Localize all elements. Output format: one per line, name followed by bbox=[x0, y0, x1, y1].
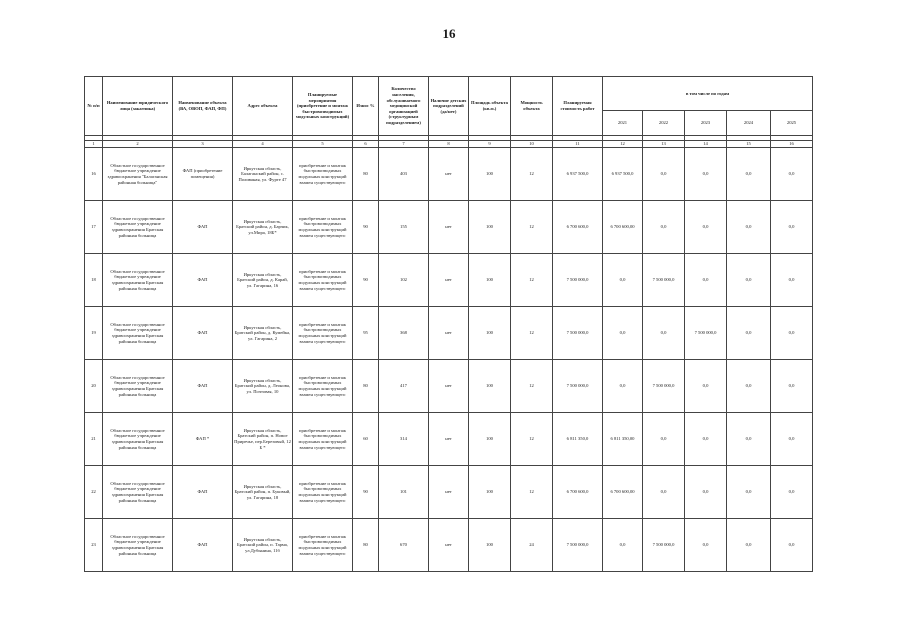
column-number: 9 bbox=[469, 141, 511, 148]
table-row bbox=[85, 519, 813, 572]
children-cell: нет bbox=[429, 360, 469, 413]
capacity-cell: 12 bbox=[511, 148, 553, 201]
year-2021-cell: 0,0 bbox=[603, 360, 643, 413]
header-year-2024: 2024 bbox=[727, 111, 771, 136]
header-capacity: Мощность объекта bbox=[511, 77, 553, 136]
wear-cell: 80 bbox=[353, 148, 379, 201]
row-number: 17 bbox=[85, 201, 103, 254]
header-year-2021: 2021 bbox=[603, 111, 643, 136]
object-cell: ФАП bbox=[173, 360, 233, 413]
year-2021-cell: 0,0 bbox=[603, 254, 643, 307]
population-cell: 368 bbox=[379, 307, 429, 360]
capacity-cell: 12 bbox=[511, 201, 553, 254]
children-cell: нет bbox=[429, 254, 469, 307]
row-number: 16 bbox=[85, 148, 103, 201]
table-row bbox=[85, 148, 813, 201]
column-number: 4 bbox=[233, 141, 293, 148]
measure-cell: приобретение и монтаж быстровозводимых модульных конструкций взамен существующего bbox=[293, 519, 353, 572]
year-2024-cell: 0,0 bbox=[727, 201, 771, 254]
row-number: 21 bbox=[85, 413, 103, 466]
children-cell: нет bbox=[429, 307, 469, 360]
wear-cell: 60 bbox=[353, 413, 379, 466]
address-cell: Иркутская область, Братский район, п. Буковый, ул. Гагарина, 18 bbox=[233, 466, 293, 519]
organization-cell: Областное государственное бюджетное учреждение здравоохранения Братская районная больница bbox=[103, 413, 173, 466]
cost-cell: 7 500 000,0 bbox=[553, 519, 603, 572]
organization-cell: Областное государственное бюджетное учреждение здравоохранения Братская районная больница bbox=[103, 307, 173, 360]
cost-cell: 6 937 500,0 bbox=[553, 148, 603, 201]
year-2022-cell: 7 500 000,0 bbox=[643, 254, 685, 307]
table-row bbox=[85, 413, 813, 466]
cost-cell: 6 700 600,0 bbox=[553, 201, 603, 254]
capacity-cell: 12 bbox=[511, 360, 553, 413]
year-2025-cell: 0,0 bbox=[771, 519, 813, 572]
year-2023-cell: 0,0 bbox=[685, 254, 727, 307]
population-cell: 403 bbox=[379, 148, 429, 201]
cost-cell: 7 500 000,0 bbox=[553, 360, 603, 413]
header-cost: Планируемая стоимость работ bbox=[553, 77, 603, 136]
column-number: 2 bbox=[103, 141, 173, 148]
column-number: 12 bbox=[603, 141, 643, 148]
address-cell: Иркутская область, Братский район, п. Тарма, ул.Дубынина, 11б bbox=[233, 519, 293, 572]
measure-cell: приобретение и монтаж быстровозводимых модульных конструкций взамен существующего bbox=[293, 360, 353, 413]
year-2023-cell: 7 500 000,0 bbox=[685, 307, 727, 360]
year-2021-cell: 6 937 500,0 bbox=[603, 148, 643, 201]
year-2022-cell: 7 500 000,0 bbox=[643, 519, 685, 572]
column-number: 6 bbox=[353, 141, 379, 148]
year-2024-cell: 0,0 bbox=[727, 254, 771, 307]
cost-cell: 6 811 350,0 bbox=[553, 413, 603, 466]
object-cell: ФАП (приобретение помещения) bbox=[173, 148, 233, 201]
header-year-2023: 2023 bbox=[685, 111, 727, 136]
year-2025-cell: 0,0 bbox=[771, 254, 813, 307]
area-cell: 100 bbox=[469, 148, 511, 201]
year-2023-cell: 0,0 bbox=[685, 201, 727, 254]
year-2024-cell: 0,0 bbox=[727, 466, 771, 519]
area-cell: 100 bbox=[469, 201, 511, 254]
population-cell: 417 bbox=[379, 360, 429, 413]
year-2023-cell: 0,0 bbox=[685, 413, 727, 466]
wear-cell: 90 bbox=[353, 254, 379, 307]
organization-cell: Областное государственное бюджетное учреждение здравоохранения "Балаганская районная больница" bbox=[103, 148, 173, 201]
year-2023-cell: 0,0 bbox=[685, 519, 727, 572]
population-cell: 102 bbox=[379, 254, 429, 307]
year-2024-cell: 0,0 bbox=[727, 413, 771, 466]
column-number: 11 bbox=[553, 141, 603, 148]
header-children: Наличие детских подразделений (да/нет) bbox=[429, 77, 469, 136]
measure-cell: приобретение и монтаж быстровозводимых модульных конструкций взамен существующего bbox=[293, 148, 353, 201]
capacity-cell: 12 bbox=[511, 413, 553, 466]
cost-cell: 7 500 000,0 bbox=[553, 254, 603, 307]
organization-cell: Областное государственное бюджетное учреждение здравоохранения Братская районная больница bbox=[103, 466, 173, 519]
measure-cell: приобретение и монтаж быстровозводимых модульных конструкций взамен существующего bbox=[293, 307, 353, 360]
header-object: Наименование объекта (ВА, ОВОП, ФАП, ФП) bbox=[173, 77, 233, 136]
column-number: 14 bbox=[685, 141, 727, 148]
table-body bbox=[85, 148, 813, 572]
column-number: 10 bbox=[511, 141, 553, 148]
column-number: 15 bbox=[727, 141, 771, 148]
row-number: 22 bbox=[85, 466, 103, 519]
children-cell: нет bbox=[429, 201, 469, 254]
year-2025-cell: 0,0 bbox=[771, 201, 813, 254]
header-number: № п/п bbox=[85, 77, 103, 136]
organization-cell: Областное государственное бюджетное учреждение здравоохранения Братская районная больница bbox=[103, 519, 173, 572]
area-cell: 100 bbox=[469, 466, 511, 519]
measure-cell: приобретение и монтаж быстровозводимых модульных конструкций взамен существующего bbox=[293, 201, 353, 254]
measure-cell: приобретение и монтаж быстровозводимых модульных конструкций взамен существующего bbox=[293, 254, 353, 307]
header-wear: Износ % bbox=[353, 77, 379, 136]
year-2021-cell: 6 700 600,00 bbox=[603, 466, 643, 519]
organization-cell: Областное государственное бюджетное учреждение здравоохранения Братская районная больница bbox=[103, 360, 173, 413]
population-cell: 670 bbox=[379, 519, 429, 572]
header-year-2025: 2025 bbox=[771, 111, 813, 136]
children-cell: нет bbox=[429, 148, 469, 201]
row-number: 18 bbox=[85, 254, 103, 307]
capacity-cell: 12 bbox=[511, 307, 553, 360]
year-2022-cell: 0,0 bbox=[643, 148, 685, 201]
organization-cell: Областное государственное бюджетное учреждение здравоохранения Братская районная больница bbox=[103, 201, 173, 254]
wear-cell: 90 bbox=[353, 201, 379, 254]
header-by-year: в том числе по годам bbox=[603, 77, 813, 111]
year-2025-cell: 0,0 bbox=[771, 307, 813, 360]
children-cell: нет bbox=[429, 466, 469, 519]
object-cell: ФАП bbox=[173, 307, 233, 360]
capacity-cell: 12 bbox=[511, 466, 553, 519]
address-cell: Иркутская область, Братский район, д. Карай, ул. Гагарина, 16 bbox=[233, 254, 293, 307]
year-2025-cell: 0,0 bbox=[771, 148, 813, 201]
table-row bbox=[85, 201, 813, 254]
year-2022-cell: 0,0 bbox=[643, 201, 685, 254]
capacity-cell: 24 bbox=[511, 519, 553, 572]
area-cell: 100 bbox=[469, 360, 511, 413]
address-cell: Иркутская область, Братский район, п. Новое Приречье, пер.Березовый, 12 Б * bbox=[233, 413, 293, 466]
children-cell: нет bbox=[429, 413, 469, 466]
header-area: Площадь объекта (кв.м.) bbox=[469, 77, 511, 136]
year-2022-cell: 7 500 000,0 bbox=[643, 360, 685, 413]
address-cell: Иркутская область, Братский район, д. Леонова, ул. Почтовая, 10 bbox=[233, 360, 293, 413]
area-cell: 100 bbox=[469, 254, 511, 307]
object-cell: ФАП bbox=[173, 519, 233, 572]
wear-cell: 80 bbox=[353, 519, 379, 572]
table-row bbox=[85, 254, 813, 307]
column-number-row bbox=[85, 141, 813, 148]
header-measures: Планируемые мероприятия (приобретение и монтаж быстровозводимых модульных конструкций) bbox=[293, 77, 353, 136]
row-number: 20 bbox=[85, 360, 103, 413]
measure-cell: приобретение и монтаж быстровозводимых модульных конструкций взамен существующего bbox=[293, 466, 353, 519]
cost-cell: 6 700 600,0 bbox=[553, 466, 603, 519]
object-cell: ФАП bbox=[173, 201, 233, 254]
page-number: 16 bbox=[442, 26, 456, 41]
year-2024-cell: 0,0 bbox=[727, 148, 771, 201]
year-2023-cell: 0,0 bbox=[685, 466, 727, 519]
address-cell: Иркутская область, Братский район, д. Барчик, ул.Мира, 18Б* bbox=[233, 201, 293, 254]
year-2021-cell: 6 811 350,00 bbox=[603, 413, 643, 466]
population-cell: 101 bbox=[379, 466, 429, 519]
wear-cell: 80 bbox=[353, 360, 379, 413]
table-row bbox=[85, 466, 813, 519]
year-2022-cell: 0,0 bbox=[643, 307, 685, 360]
column-number: 3 bbox=[173, 141, 233, 148]
children-cell: нет bbox=[429, 519, 469, 572]
column-number: 1 bbox=[85, 141, 103, 148]
table-row bbox=[85, 307, 813, 360]
header-year-2022: 2022 bbox=[643, 111, 685, 136]
column-number: 13 bbox=[643, 141, 685, 148]
address-cell: Иркутская область, Балаганский район, с. Поливаная, ул. Фурте 47 bbox=[233, 148, 293, 201]
capacity-cell: 12 bbox=[511, 254, 553, 307]
year-2025-cell: 0,0 bbox=[771, 413, 813, 466]
header-organization: Наименование юридического лица (заказчика) bbox=[103, 77, 173, 136]
organization-cell: Областное государственное бюджетное учреждение здравоохранения Братская районная больница bbox=[103, 254, 173, 307]
table-row bbox=[85, 360, 813, 413]
object-cell: ФАП bbox=[173, 466, 233, 519]
object-cell: ФАП bbox=[173, 254, 233, 307]
address-cell: Иркутская область, Братский район, д. Кумейка, ул. Гагарина, 2 bbox=[233, 307, 293, 360]
wear-cell: 95 bbox=[353, 307, 379, 360]
area-cell: 100 bbox=[469, 307, 511, 360]
year-2021-cell: 0,0 bbox=[603, 519, 643, 572]
row-number: 19 bbox=[85, 307, 103, 360]
cost-cell: 7 500 000,0 bbox=[553, 307, 603, 360]
measure-cell: приобретение и монтаж быстровозводимых модульных конструкций взамен существующего bbox=[293, 413, 353, 466]
facilities-table bbox=[84, 76, 813, 572]
year-2021-cell: 0,0 bbox=[603, 307, 643, 360]
row-number: 23 bbox=[85, 519, 103, 572]
year-2022-cell: 0,0 bbox=[643, 413, 685, 466]
year-2024-cell: 0,0 bbox=[727, 519, 771, 572]
column-number: 7 bbox=[379, 141, 429, 148]
header-address: Адрес объекта bbox=[233, 77, 293, 136]
wear-cell: 90 bbox=[353, 466, 379, 519]
year-2025-cell: 0,0 bbox=[771, 466, 813, 519]
column-number: 5 bbox=[293, 141, 353, 148]
year-2023-cell: 0,0 bbox=[685, 360, 727, 413]
population-cell: 155 bbox=[379, 201, 429, 254]
header-population: Количество населения, обслуживаемого медицинской организацией (структурным подразделением) bbox=[379, 77, 429, 136]
year-2024-cell: 0,0 bbox=[727, 307, 771, 360]
column-number: 16 bbox=[771, 141, 813, 148]
object-cell: ФАП * bbox=[173, 413, 233, 466]
year-2022-cell: 0,0 bbox=[643, 466, 685, 519]
column-number: 8 bbox=[429, 141, 469, 148]
year-2024-cell: 0,0 bbox=[727, 360, 771, 413]
area-cell: 100 bbox=[469, 413, 511, 466]
population-cell: 314 bbox=[379, 413, 429, 466]
year-2021-cell: 6 700 600,00 bbox=[603, 201, 643, 254]
year-2025-cell: 0,0 bbox=[771, 360, 813, 413]
year-2023-cell: 0,0 bbox=[685, 148, 727, 201]
area-cell: 100 bbox=[469, 519, 511, 572]
